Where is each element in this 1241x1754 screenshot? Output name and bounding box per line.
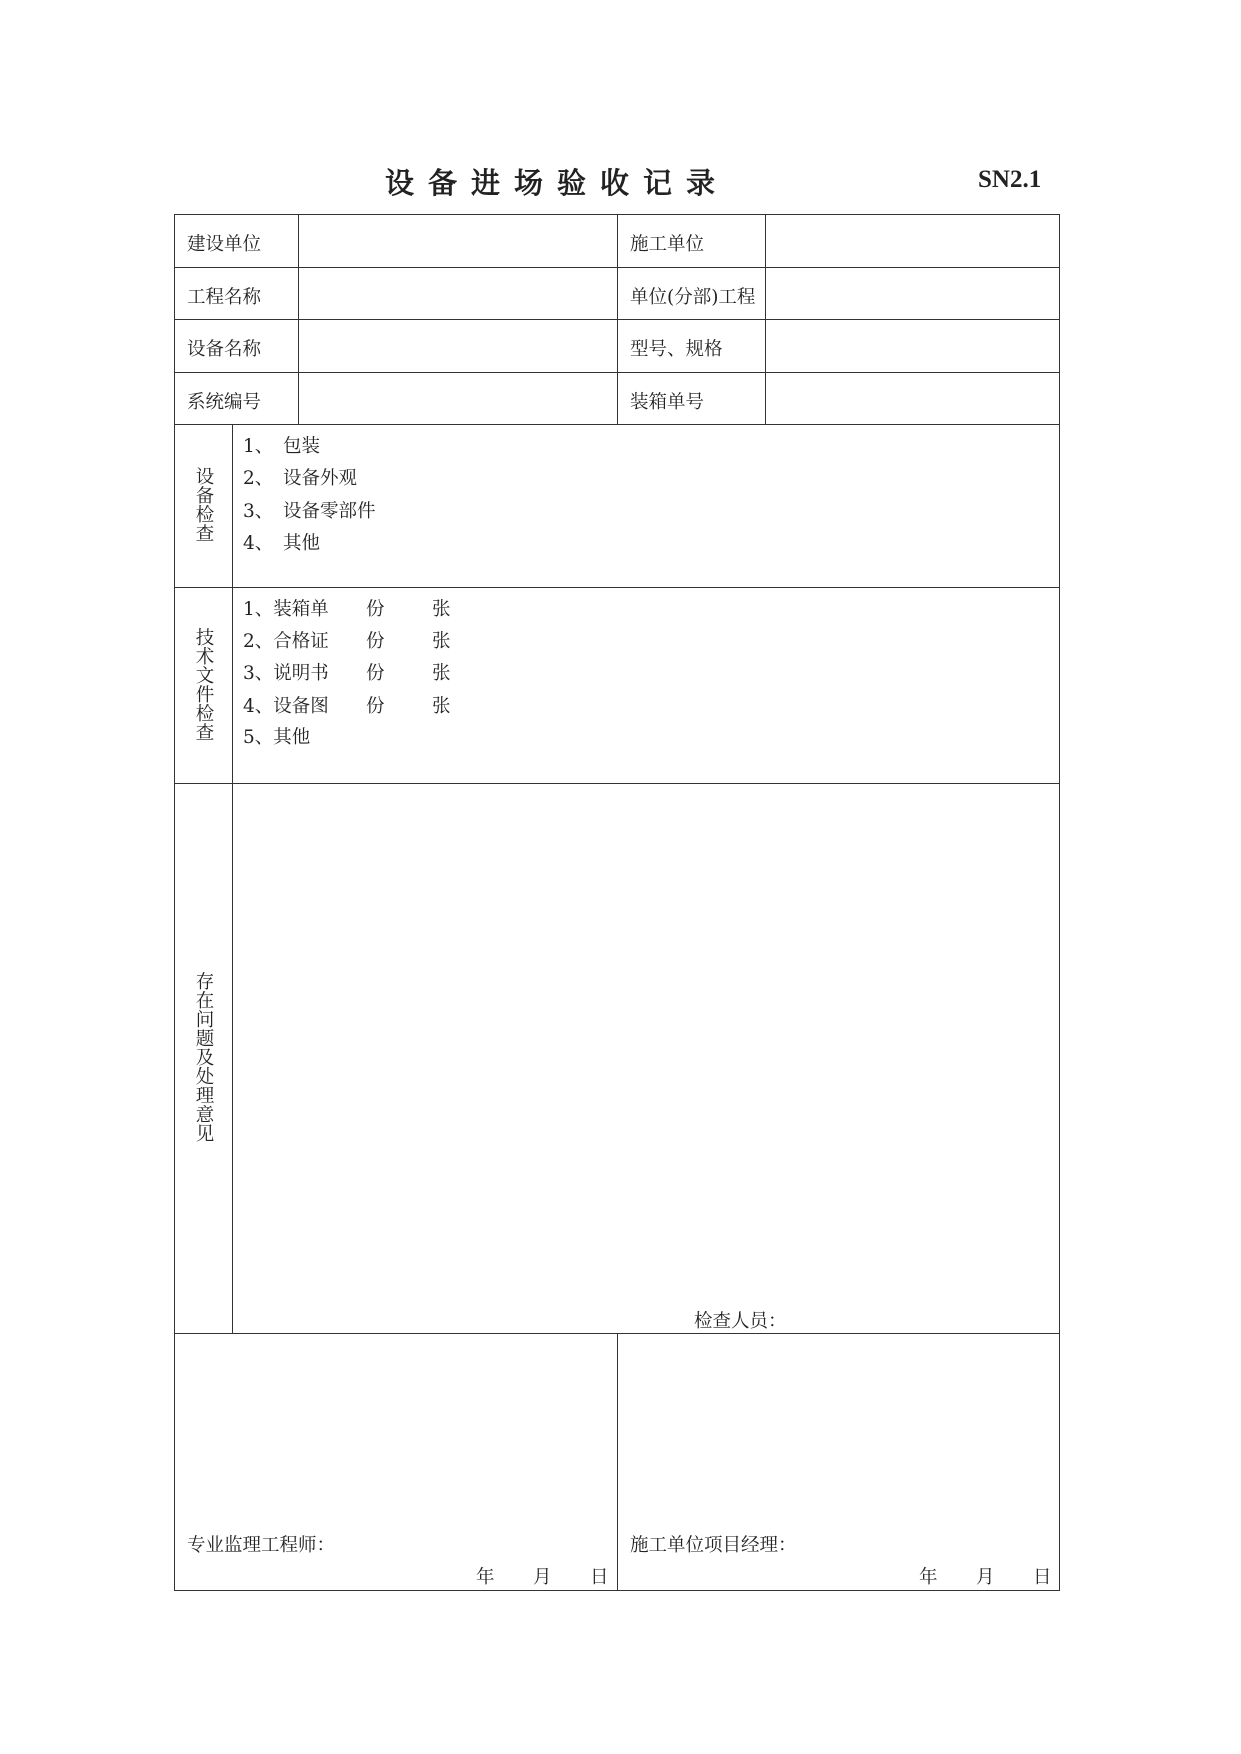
label-model-spec: 型号、规格 [630, 339, 723, 360]
tech-doc-item: 5、其他 [243, 727, 311, 748]
label-unit-project: 单位(分部)工程 [630, 287, 756, 308]
section-label-issues: 存在问题及处理意见 [195, 972, 215, 1145]
sheets-unit: 张 [432, 599, 451, 620]
date-month: 月 [533, 1567, 552, 1588]
check-item-text: 设备外观 [283, 468, 358, 489]
inspector-label: 检查人员： [694, 1311, 787, 1332]
label-packing-list-number: 装箱单号 [630, 392, 705, 413]
label-construction-unit: 建设单位 [187, 234, 262, 255]
check-item-text: 其他 [283, 533, 321, 554]
tech-doc-item: 1、装箱单 [243, 599, 329, 620]
form-code: SN2.1 [978, 166, 1042, 193]
section-label-equipment-check: 设备检查 [195, 467, 215, 545]
date-day: 日 [1033, 1567, 1052, 1588]
check-item-num: 3、 [243, 501, 274, 522]
sheets-unit: 张 [432, 663, 451, 684]
label-project-name: 工程名称 [187, 287, 262, 308]
label-equipment-name: 设备名称 [187, 339, 262, 360]
copies-unit: 份 [366, 599, 385, 620]
manager-signature-label: 施工单位项目经理： [630, 1535, 797, 1556]
copies-unit: 份 [366, 663, 385, 684]
tech-doc-item: 2、合格证 [243, 631, 329, 652]
check-item-text: 设备零部件 [283, 501, 376, 522]
date-year: 年 [919, 1567, 938, 1588]
label-contractor: 施工单位 [630, 234, 705, 255]
copies-unit: 份 [366, 631, 385, 652]
supervisor-signature-label: 专业监理工程师： [187, 1535, 336, 1556]
check-item-num: 4、 [243, 533, 274, 554]
page-title: 设备进场验收记录 [385, 166, 730, 200]
date-day: 日 [590, 1567, 609, 1588]
date-month: 月 [976, 1567, 995, 1588]
date-year: 年 [476, 1567, 495, 1588]
sheets-unit: 张 [432, 696, 451, 717]
check-item-num: 2、 [243, 468, 274, 489]
check-item-num: 1、 [243, 436, 274, 457]
copies-unit: 份 [366, 696, 385, 717]
check-item-text: 包装 [283, 436, 321, 457]
label-system-number: 系统编号 [187, 392, 262, 413]
section-label-tech-docs: 技术文件检查 [195, 628, 215, 744]
tech-doc-item: 3、说明书 [243, 663, 329, 684]
sheets-unit: 张 [432, 631, 451, 652]
tech-doc-item: 4、设备图 [243, 696, 329, 717]
